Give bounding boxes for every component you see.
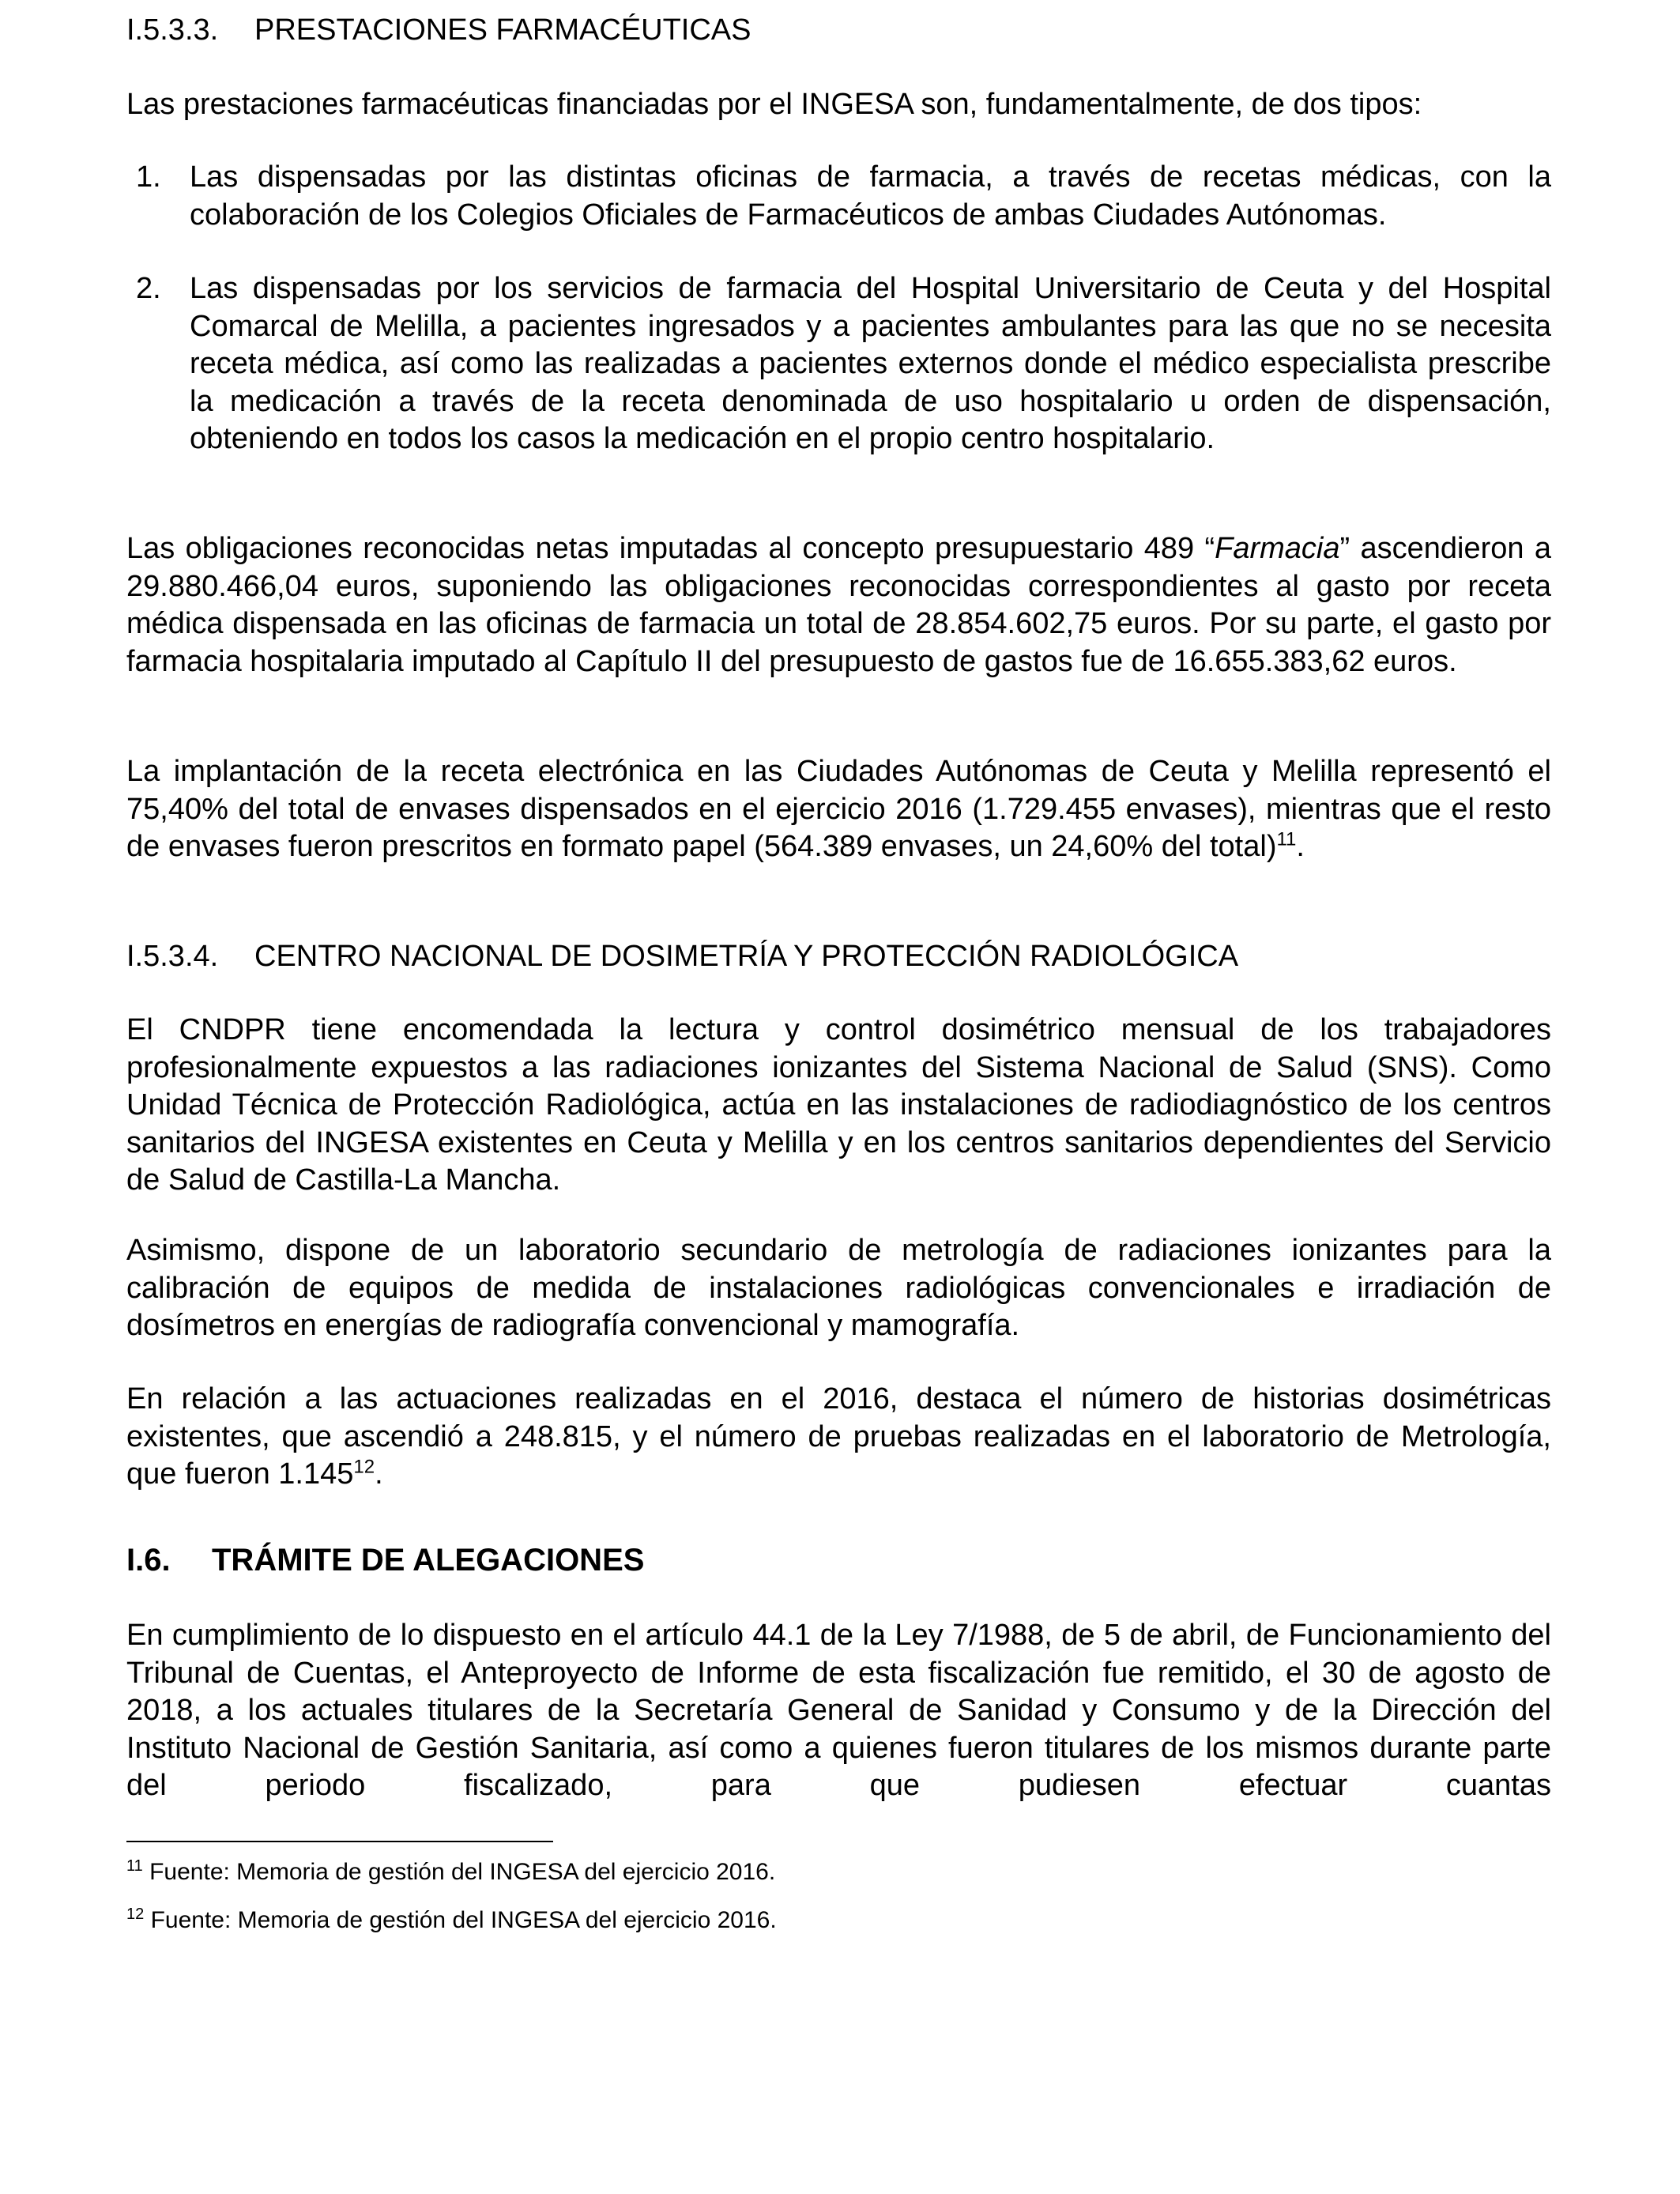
section-title: CENTRO NACIONAL DE DOSIMETRÍA Y PROTECCIÓN RADIOLÓGICA bbox=[254, 940, 1239, 973]
footnote-number: 12 bbox=[126, 1906, 145, 1923]
section-title: PRESTACIONES FARMACÉUTICAS bbox=[254, 13, 751, 47]
footnote bbox=[126, 1857, 775, 1887]
list-marker: 2. bbox=[136, 272, 161, 305]
cndpr-paragraph-1: El CNDPR tiene encomendada la lectura y control dosimétrico mensual de los trabajadores profesionalmente expuestos a las radiaciones ionizantes del Sistema Nacional de Salud (SNS). Como Unidad Técnica de Protección Radiológica, actúa en las instalaciones de radiodiagnóstico de los centros sanitarios del INGESA existentes en Ceuta y Melilla y en los centros sanitarios dependientes del Servicio de Salud de Castilla-La Mancha. bbox=[126, 1013, 1551, 1197]
obligaciones-paragraph bbox=[126, 530, 1551, 680]
section-heading-cndpr bbox=[126, 937, 1238, 975]
footnote-text: Fuente: Memoria de gestión del INGESA del ejercicio 2016. bbox=[142, 1859, 776, 1885]
text-segment: La implantación de la receta electrónica en las Ciudades Autónomas de Ceuta y Melilla representó el 75,40% del total de envases dispensados en el ejercicio 2016 (1.729.455 envases), mientras que el resto de envases fueron prescritos en formato papel (564.389 envases, un 24,60% del total) bbox=[126, 755, 1551, 863]
text-segment: ” ascendieron a 29.880.466,04 euros, suponiendo las obligaciones reconocidas correspondientes al gasto por receta médica dispensada en las oficinas de farmacia un total de 28.854.602,75 euros. Por su parte, el gasto por farmacia hospitalaria imputado al Capítulo II del presupuesto de gastos fue de 16.655.383,62 euros. bbox=[126, 532, 1552, 678]
section-number: I.5.3.3. bbox=[126, 13, 219, 47]
list-item-text: Las dispensadas por los servicios de farmacia del Hospital Universitario de Ceuta y del Hospital Comarcal de Melilla, a pacientes ingresados y a pacientes ambulantes para las que no se necesita receta médica, así como las realizadas a pacientes externos donde el médico especialista prescribe la medicación a través de la receta denominada de uso hospitalario u orden de dispensación, obteniendo en todos los casos la medicación en el propio centro hospitalario. bbox=[190, 272, 1551, 455]
section-heading-prestaciones bbox=[126, 11, 751, 49]
text-segment: Las obligaciones reconocidas netas imputadas al concepto presupuestario 489 “ bbox=[126, 532, 1215, 565]
footnote-text: Fuente: Memoria de gestión del INGESA del ejercicio 2016. bbox=[144, 1907, 777, 1933]
cndpr-paragraph-2: Asimismo, dispone de un laboratorio secundario de metrología de radiaciones ionizantes para la calibración de equipos de medida de instalaciones radiológicas convencionales e irradiación de dosímetros en energías de radiografía convencional y mamografía. bbox=[126, 1234, 1551, 1342]
section-number: I.6. bbox=[126, 1543, 171, 1578]
intro-paragraph: Las prestaciones farmacéuticas financiadas por el INGESA son, fundamentalmente, de dos tipos: bbox=[126, 88, 1422, 121]
footnote-number: 11 bbox=[126, 1857, 143, 1875]
text-segment: En relación a las actuaciones realizadas en el 2016, destaca el número de historias dosimétricas existentes, que ascendió a 248.815, y el número de pruebas realizadas en el laboratorio de Metrología, que fueron 1.145 bbox=[126, 1382, 1551, 1491]
list-marker: 1. bbox=[136, 160, 161, 194]
footnote-divider bbox=[126, 1841, 553, 1842]
alegaciones-paragraph: En cumplimiento de lo dispuesto en el artículo 44.1 de la Ley 7/1988, de 5 de abril, de Funcionamiento del Tribunal de Cuentas, el Anteproyecto de Informe de esta fiscalización fue remitido, el 30 de agosto de 2018, a los actuales titulares de la Secretaría General de Sanidad y Consumo y de la Dirección del Instituto Nacional de Gestión Sanitaria, así como a quienes fueron titulares de los mismos durante parte del periodo fiscalizado, para que pudiesen efectuar cuantas bbox=[126, 1619, 1551, 1802]
footnote-ref: 12 bbox=[353, 1456, 375, 1478]
footnote-ref: 11 bbox=[1276, 828, 1297, 850]
list-item bbox=[126, 270, 1551, 458]
list-item-text: Las dispensadas por las distintas oficinas de farmacia, a través de recetas médicas, con la colaboración de los Colegios Oficiales de Farmacéuticos de ambas Ciudades Autónomas. bbox=[190, 160, 1551, 232]
text-segment: . bbox=[375, 1457, 383, 1491]
section-heading-alegaciones bbox=[126, 1541, 644, 1579]
text-segment: . bbox=[1296, 830, 1305, 863]
list-item bbox=[126, 159, 1551, 234]
footnote bbox=[126, 1906, 777, 1936]
cndpr-paragraph-3 bbox=[126, 1381, 1551, 1494]
section-title: TRÁMITE DE ALEGACIONES bbox=[212, 1543, 645, 1578]
italic-term: Farmacia bbox=[1215, 532, 1340, 565]
receta-electronica-paragraph bbox=[126, 753, 1551, 866]
section-number: I.5.3.4. bbox=[126, 940, 219, 973]
